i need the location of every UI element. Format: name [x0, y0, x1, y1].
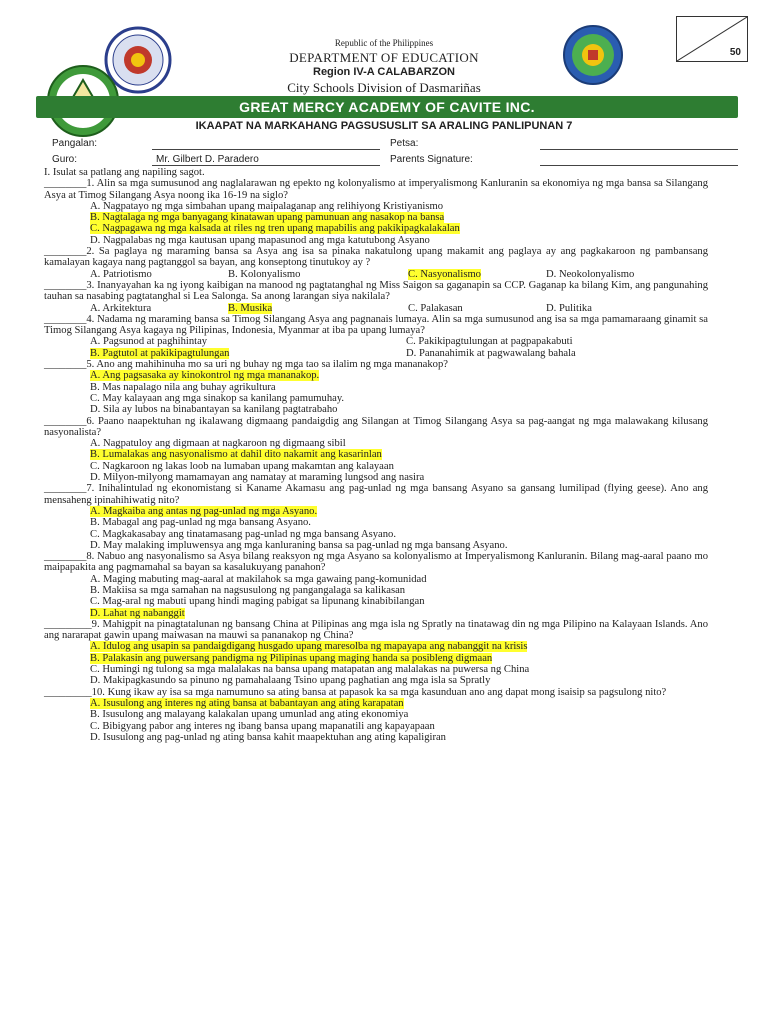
choice-3b: B. Musika [228, 302, 273, 314]
choice-10d: D. Isusulong ang pag-unlad ng ating bansa kahit maapektuhan ang ating kapaligiran [90, 731, 446, 743]
department-title: DEPARTMENT OF EDUCATION [289, 50, 479, 65]
question-9: _________9. Mahigpit na pinagtatalunan ng bansang China at Pilipinas ang mga isla ng Spratly na tinatawag din ng mga Pilipino na Kalayaan Islands. Ano ang nararapat gawin upang maiwasan na mauwi sa pananakop ng China? [44, 618, 708, 642]
question-1: ________1. Alin sa mga sumusunod ang naglalarawan ng epekto ng kolonyalismo at imperyalismong Kanluranin sa ekonomiya ng mga bansa sa Silangang Asya at Timog Silangang Asya noong ika 16-19 na siglo? [44, 178, 708, 201]
choice-6b: B. Lumalakas ang nasyonalismo at dahil dito nakamit ang kasarinlan [90, 449, 382, 461]
choice-2d: D. Neokolonyalismo [546, 268, 635, 280]
choice-4d: D. Pananahimik at pagwawalang bahala [406, 347, 576, 359]
parent-signature-label: Parents Signature: [390, 154, 473, 165]
choice-5c: C. May kalayaan ang mga sinakop sa kanilang pamumuhay. [90, 392, 345, 404]
choice-1d: D. Nagpalabas ng mga kautusan upang mapasunod ang mga katutubong Asyano [90, 234, 430, 246]
question-6: ________6. Paano naapektuhan ng ikalawang digmaang pandaigdig ang Silangan at Timog Silangang Asya sa pag-aangat ng mga malawakang kilusang nasyonalista? [44, 415, 708, 438]
choice-6d: D. Milyon-milyong mamamayan ang namatay at maraming lungsod ang nasira [90, 472, 425, 484]
question-5: ________5. Ano ang mahihinuha mo sa uri ng buhay ng mga tao sa ilalim ng mga mananakop? [44, 359, 448, 371]
choices-4-row1 [44, 336, 708, 347]
teacher-field [152, 165, 380, 166]
choice-7c: C. Magkakasabay ang tinatamasang pag-unlad ng mga bansang Asyano. [90, 528, 396, 540]
questions [44, 167, 708, 743]
choice-4c: C. Pakikipagtulungan at pagpapakabuti [406, 336, 573, 348]
question-4: ________4. Nadama ng maraming bansa sa Timog Silangang Asya ang pagnanais lumaya. Alin sa mga sumusunod ang isa sa mga pamamaraang ginamit sa Timog Silangang Asya kagaya ng Pilipinas, Indonesia, Myanmar at iba pa upang lumaya? [44, 313, 708, 337]
choice-7d: D. May malaking impluwensya ang mga kanluraning bansa sa pag-unlad ng mga bansang Asyano. [90, 539, 508, 551]
choice-3d: D. Pulitika [546, 302, 592, 314]
region-text: Region IV-A CALABARZON [313, 66, 455, 78]
choices-2 [44, 269, 708, 280]
choice-7b: B. Mabagal ang pag-unlad ng mga bansang Asyano. [90, 517, 311, 529]
choice-2b: B. Kolonyalismo [228, 268, 301, 280]
choice-1a: A. Nagpatayo ng mga simbahan upang maipalaganap ang relihiyong Kristiyanismo [90, 200, 444, 212]
question-10: _________10. Kung ikaw ay isa sa mga namumuno sa ating bansa at papasok ka sa mga kasunduan ano ang dapat mong isaisip sa pagsulong nito? [44, 686, 667, 698]
school-name: GREAT MERCY ACADEMY OF CAVITE INC. [239, 99, 535, 115]
choice-3a: A. Arkitektura [90, 302, 152, 314]
question-3: ________3. Inanyayahan ka ng iyong kaibigan na manood ng pagtatanghal ng Miss Saigon sa gaganapin sa CCP. Gaganap ka bilang Kim, ang pangunahing tauhan sa nasabing pagtatanghal si Lea Salonga. Sa anong larangan siya nakilala? [44, 279, 708, 303]
choice-1b: B. Nagtalaga ng mga banyagang kinatawan upang pamunuan ang nasakop na bansa [90, 212, 445, 224]
choice-4b: B. Pagtutol at pakikipagtulungan [90, 347, 230, 359]
choice-9b: B. Palakasin ang puwersang pandigma ng Pilipinas upang maging handa sa posibleng digmaan [90, 652, 493, 664]
date-label: Petsa: [390, 138, 419, 149]
choice-5a: A. Ang pagsasaka ay kinokontrol ng mga mananakop. [90, 370, 320, 382]
republic-text: Republic of the Philippines [334, 38, 434, 48]
choice-10c: C. Bibigyang pabor ang interes ng ibang bansa upang mapanatili ang kapayapaan [90, 720, 435, 732]
choice-4a: A. Pagsunod at paghihintay [90, 336, 208, 348]
choice-5b: B. Mas napalago nila ang buhay agrikultura [90, 381, 276, 393]
choice-2a: A. Patriotismo [90, 268, 152, 280]
teacher-label: Guro: [52, 154, 78, 165]
question-7: ________7. Inihalintulad ng ekonomistang si Kaname Akamasu ang pag-unlad ng mga bansang Asyano sa gansang lumilipad (flying geese). Ano ang mensaheng ipinahihiwatig nito? [44, 483, 708, 506]
question-2: ________2. Sa paglaya ng maraming bansa sa Asya ang isa sa pinaka nakatulong upang makamit ang paglaya ay ang pagkakaroon ng pambansang kamalayan kagaya nang pagtanggol sa bayan, ang konseptong tinutukoy ay ? [44, 246, 708, 269]
division-text: City Schools Division of Dasmariñas [287, 80, 481, 95]
parent-signature-field[interactable] [540, 165, 738, 166]
choice-5d: D. Sila ay lubos na binabantayan sa kanilang pagtatrabaho [90, 404, 338, 416]
choice-8d: D. Lahat ng nabanggit [90, 607, 185, 619]
choice-1c: C. Nagpagawa ng mga kalsada at riles ng tren upang mapabilis ang pakikipagkalakalan [90, 223, 460, 235]
choice-2c: C. Nasyonalismo [408, 268, 481, 280]
choice-10b: B. Isusulong ang malayang kalakalan upang umunlad ang ating ekonomiya [90, 709, 409, 721]
school-banner [36, 96, 738, 118]
choice-10a: A. Isusulong ang interes ng ating bansa at babantayan ang ating karapatan [90, 697, 404, 709]
choice-6c: C. Nagkaroon ng lakas loob na lumaban upang makamtan ang kalayaan [90, 460, 394, 472]
choice-3c: C. Palakasan [408, 302, 463, 314]
teacher-value: Mr. Gilbert D. Paradero [156, 154, 259, 165]
instructions: I. Isulat sa patlang ang napiling sagot. [44, 167, 205, 178]
exam-title: IKAAPAT NA MARKAHANG PAGSUSUSLIT SA ARALING PANLIPUNAN 7 [195, 120, 573, 132]
choice-7a: A. Magkaiba ang antas ng pag-unlad ng mga Asyano. [90, 505, 318, 517]
choice-9c: C. Humingi ng tulong sa mga malalakas na bansa upang matapatan ang malalakas na puwersa ng China [90, 664, 530, 676]
choice-9a: A. Idulog ang usapin sa pandaigdigang husgado upang maresolba ng mapayapa ang nabanggit na krisis [90, 641, 528, 653]
choice-8a: A. Maging mabuting mag-aaral at makilahok sa mga gawaing pang-komunidad [90, 573, 427, 585]
name-label: Pangalan: [52, 138, 98, 149]
choices-4-row2 [44, 348, 708, 359]
question-8: ________8. Nabuo ang nasyonalismo sa Asya bilang reaksyon ng mga Asyano sa kolonyalismo at Imperyalismong Kanluranin. Bilang mag-aaral paano mo maipapakita ang pagmamahal sa bayan sa kasalukuyang panahon? [44, 551, 708, 574]
choice-8c: C. Mag-aral ng mabuti upang hindi maging pabigat sa lipunang kinabibilangan [90, 596, 425, 608]
choice-9d: D. Makipagkasundo sa pinuno ng pamahalaang Tsino upang paghatian ang mga isla sa Spratly [90, 675, 491, 687]
choice-8b: B. Makiisa sa mga samahan na nagsusulong ng pangangalaga sa kalikasan [90, 584, 406, 596]
choices-3 [44, 303, 708, 314]
name-field[interactable] [152, 149, 380, 150]
total-score: 50 [729, 47, 741, 58]
date-field[interactable] [540, 149, 738, 150]
choice-6a: A. Nagpatuloy ang digmaan at nagkaroon ng digmaang sibil [90, 438, 346, 450]
